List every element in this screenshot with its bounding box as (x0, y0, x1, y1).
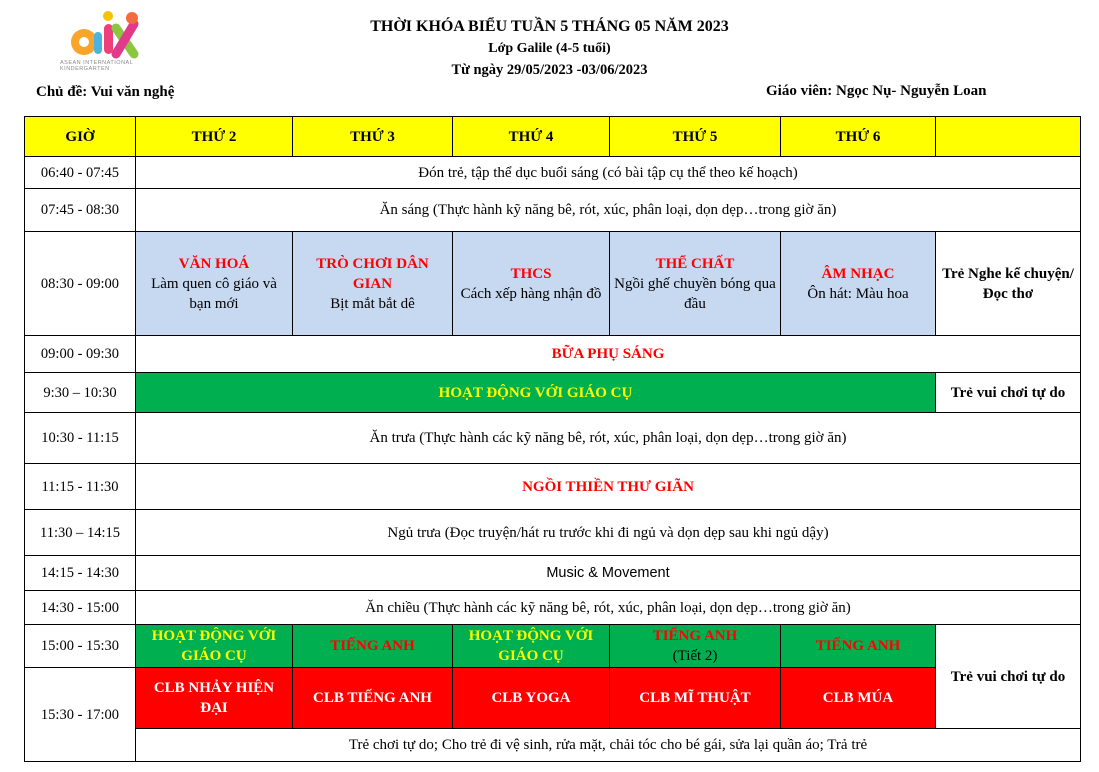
subject-title: ÂM NHẠC (821, 265, 895, 282)
table-row (25, 668, 1081, 729)
table-row (25, 232, 1081, 336)
table-row (25, 413, 1081, 464)
table-row (25, 464, 1081, 510)
lesson-fri: TIẾNG ANH (781, 625, 936, 668)
table-row (25, 157, 1081, 189)
activity-cell: NGỒI THIỀN THƯ GIÃN (136, 464, 1081, 510)
activity-cell: Ăn chiều (Thực hành các kỹ năng bê, rót, xúc, phân loại, dọn dẹp…trong giờ ăn) (136, 591, 1081, 625)
col-header-extra (936, 117, 1081, 157)
col-header-thu: THỨ 5 (610, 117, 781, 157)
table-row (25, 189, 1081, 232)
time-cell: 15:00 - 15:30 (25, 625, 136, 668)
activity-cell: Ăn trưa (Thực hành các kỹ năng bê, rót, xúc, phân loại, dọn dẹp…trong giờ ăn) (136, 413, 1081, 464)
schedule-table (24, 116, 1081, 762)
lesson-tue (293, 232, 453, 336)
lesson-thu (610, 625, 781, 668)
page-title: THỜI KHÓA BIỂU TUẦN 5 THÁNG 05 NĂM 2023 (370, 18, 729, 35)
club-wed: CLB YOGA (453, 668, 610, 729)
table-row (25, 373, 1081, 413)
time-cell: 09:00 - 09:30 (25, 336, 136, 373)
subject-detail: Ngồi ghế chuyền bóng qua đầu (614, 275, 776, 312)
date-range: Từ ngày 29/05/2023 -03/06/2023 (451, 62, 648, 78)
time-cell: 15:30 - 17:00 (25, 668, 136, 762)
subject-detail: (Tiết 2) (672, 648, 718, 664)
closing-cell: Trẻ chơi tự do; Cho trẻ đi vệ sinh, rửa mặt, chải tóc cho bé gái, sửa lại quần áo; Trả trẻ (136, 729, 1081, 762)
time-cell: 11:30 – 14:15 (25, 510, 136, 556)
time-cell: 14:30 - 15:00 (25, 591, 136, 625)
table-row (25, 556, 1081, 591)
lesson-fri (781, 232, 936, 336)
class-name: Lớp Galile (4-5 tuổi) (488, 41, 611, 56)
table-row (25, 591, 1081, 625)
subject-title: TIẾNG ANH (652, 628, 738, 644)
col-header-mon: THỨ 2 (136, 117, 293, 157)
teacher-label: Giáo viên: Ngọc Nụ- Nguyễn Loan (766, 83, 987, 99)
col-header-fri: THỨ 6 (781, 117, 936, 157)
club-fri: CLB MÚA (781, 668, 936, 729)
activity-cell: Music & Movement (136, 556, 1081, 591)
subject-title: THCS (510, 265, 552, 282)
lesson-mon: HOẠT ĐỘNG VỚI GIÁO CỤ (136, 625, 293, 668)
subject-detail: Làm quen cô giáo và bạn mới (151, 275, 277, 312)
topic-label: Chủ đề: Vui văn nghệ (36, 84, 175, 100)
time-cell: 07:45 - 08:30 (25, 189, 136, 232)
col-header-tue: THỨ 3 (293, 117, 453, 157)
table-row (25, 625, 1081, 668)
subject-title: TRÒ CHƠI DÂN GIAN (316, 255, 429, 292)
lesson-thu (610, 232, 781, 336)
activity-cell: Ăn sáng (Thực hành kỹ năng bê, rót, xúc, phân loại, dọn dẹp…trong giờ ăn) (136, 189, 1081, 232)
club-thu: CLB MĨ THUẬT (610, 668, 781, 729)
time-cell: 9:30 – 10:30 (25, 373, 136, 413)
col-header-time: GIỜ (25, 117, 136, 157)
table-row (25, 729, 1081, 762)
activity-cell: HOẠT ĐỘNG VỚI GIÁO CỤ (136, 373, 936, 413)
lesson-extra: Trẻ Nghe kể chuyện/Đọc thơ (936, 232, 1081, 336)
lesson-wed: HOẠT ĐỘNG VỚI GIÁO CỤ (453, 625, 610, 668)
logo-subtitle: ASEAN INTERNATIONAL KINDERGARTEN (60, 60, 134, 72)
club-mon: CLB NHẢY HIỆN ĐẠI (136, 668, 293, 729)
lesson-tue: TIẾNG ANH (293, 625, 453, 668)
extra-cell: Trẻ vui chơi tự do (936, 625, 1081, 729)
subject-detail: Bịt mắt bắt dê (330, 295, 415, 312)
subject-title: VĂN HOÁ (178, 255, 250, 272)
subject-detail: Cách xếp hàng nhận đồ (460, 285, 602, 302)
time-cell: 10:30 - 11:15 (25, 413, 136, 464)
time-cell: 14:15 - 14:30 (25, 556, 136, 591)
club-tue: CLB TIẾNG ANH (293, 668, 453, 729)
col-header-wed: THỨ 4 (453, 117, 610, 157)
time-cell: 08:30 - 09:00 (25, 232, 136, 336)
time-cell: 11:15 - 11:30 (25, 464, 136, 510)
activity-cell: BỮA PHỤ SÁNG (136, 336, 1081, 373)
activity-cell: Ngủ trưa (Đọc truyện/hát ru trước khi đi ngủ và dọn dẹp sau khi ngủ dậy) (136, 510, 1081, 556)
subject-detail: Ôn hát: Màu hoa (807, 285, 909, 302)
table-row (25, 510, 1081, 556)
subject-title: THỂ CHẤT (655, 255, 735, 272)
time-cell: 06:40 - 07:45 (25, 157, 136, 189)
table-header-row (25, 117, 1081, 157)
lesson-mon (136, 232, 293, 336)
table-row (25, 336, 1081, 373)
activity-cell: Đón trẻ, tập thể dục buổi sáng (có bài tập cụ thể theo kế hoạch) (136, 157, 1081, 189)
lesson-wed (453, 232, 610, 336)
extra-cell: Trẻ vui chơi tự do (936, 373, 1081, 413)
